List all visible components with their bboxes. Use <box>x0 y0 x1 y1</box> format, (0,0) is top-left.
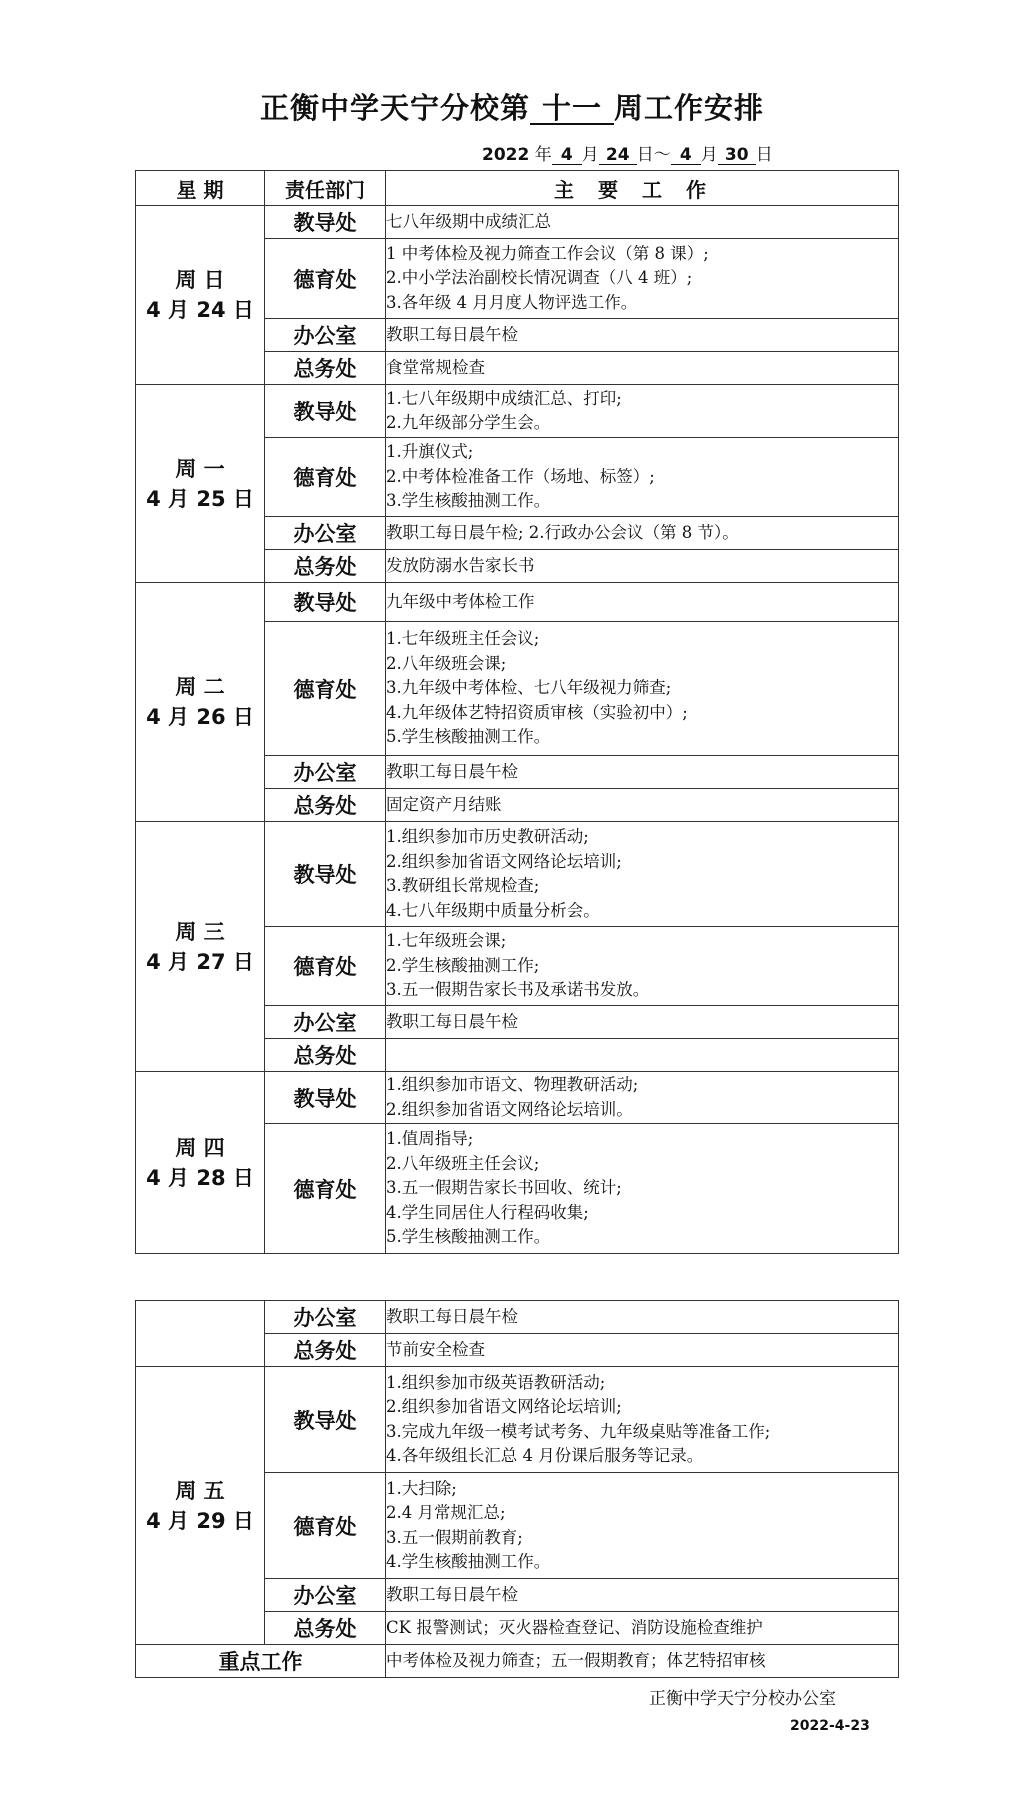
work-cell <box>386 1612 899 1645</box>
work-item: 3.学生核酸抽测工作。 <box>386 491 551 511</box>
work-item: 教职工每日晨午检 <box>386 324 518 344</box>
date-year-label: 年 <box>534 145 552 165</box>
key-work-label: 重点工作 <box>136 1645 386 1678</box>
work-cell <box>386 583 899 622</box>
work-cell <box>386 822 899 927</box>
weekday-label: 周 四 <box>175 1135 225 1160</box>
work-item: 2.八年级班会课; <box>386 653 507 673</box>
weekday-date: 4 月 29 日 <box>146 1508 254 1533</box>
header-department: 责任部门 <box>265 171 386 206</box>
table-header-row <box>136 171 899 206</box>
work-item: 2.组织参加省语文网络论坛培训; <box>386 1397 622 1416</box>
work-item: 固定资产月结账 <box>386 794 502 814</box>
weekday-date: 4 月 24 日 <box>146 298 254 322</box>
schedule-table-main <box>135 170 899 1254</box>
department-cell: 德育处 <box>265 1473 386 1579</box>
work-item: 2.组织参加省语文网络论坛培训; <box>386 851 622 871</box>
department-cell: 德育处 <box>265 1124 386 1254</box>
work-item: 2.九年级部分学生会。 <box>386 413 551 432</box>
date-end-day: 30 <box>718 146 756 165</box>
work-cell <box>386 1473 899 1579</box>
weekday-cell <box>136 1367 265 1645</box>
table-row <box>136 822 899 927</box>
work-item: 4.学生核酸抽测工作。 <box>386 1552 551 1571</box>
date-day-label-2: 日 <box>755 145 773 165</box>
work-item: 3.完成九年级一模考试考务、九年级桌贴等准备工作; <box>386 1421 771 1441</box>
work-item: 2.4 月常规汇总; <box>386 1503 506 1522</box>
work-item: 教职工每日晨午检; 2.行政办公会议（第 8 节）。 <box>386 522 739 542</box>
work-cell <box>386 1072 899 1124</box>
department-cell: 教导处 <box>265 822 386 927</box>
work-cell <box>386 1334 899 1367</box>
department-cell: 总务处 <box>265 352 386 385</box>
department-cell: 总务处 <box>265 550 386 583</box>
work-cell <box>386 1579 899 1612</box>
header-weekday: 星 期 <box>136 171 265 206</box>
work-item: 1 中考体检及视力筛查工作会议（第 8 课）; <box>386 243 709 263</box>
work-item: 1.七八年级期中成绩汇总、打印; <box>386 388 622 408</box>
weekday-cell <box>136 206 265 385</box>
department-cell: 德育处 <box>265 622 386 756</box>
work-item: 3.各年级 4 月月度人物评选工作。 <box>386 292 638 312</box>
department-cell: 办公室 <box>265 756 386 789</box>
work-item: 2.中考体检准备工作（场地、标签）; <box>386 466 655 486</box>
date-range <box>482 140 773 165</box>
date-end-month: 4 <box>671 146 701 165</box>
work-item: 5.学生核酸抽测工作。 <box>386 1227 551 1247</box>
date-year: 2022 <box>482 145 530 165</box>
key-work-row <box>136 1645 899 1678</box>
work-cell <box>386 550 899 583</box>
title-prefix: 正衡中学天宁分校第 <box>259 91 530 125</box>
table-row <box>136 1301 899 1334</box>
weekday-cell <box>136 385 265 583</box>
work-cell <box>386 319 899 352</box>
work-cell <box>386 438 899 517</box>
work-item: 2.八年级班主任会议; <box>386 1153 540 1173</box>
weekday-label: 周 二 <box>175 675 225 699</box>
header-main-work: 主要工作 <box>386 171 899 206</box>
table-row <box>136 1367 899 1473</box>
work-item: 4.学生同居住人行程码收集; <box>386 1202 589 1222</box>
department-cell: 办公室 <box>265 1006 386 1039</box>
work-item: 教职工每日晨午检 <box>386 1306 518 1326</box>
date-start-month: 4 <box>552 146 582 165</box>
work-item: 九年级中考体检工作 <box>386 591 535 611</box>
work-item: 1.组织参加市语文、物理教研活动; <box>386 1075 639 1094</box>
table-row <box>136 1072 899 1124</box>
department-cell: 总务处 <box>265 789 386 822</box>
work-cell <box>386 1124 899 1254</box>
work-item: 教职工每日晨午检 <box>386 761 518 781</box>
work-item: 2.组织参加省语文网络论坛培训。 <box>386 1099 633 1119</box>
department-cell: 办公室 <box>265 1301 386 1334</box>
department-cell: 办公室 <box>265 517 386 550</box>
work-item: 1.七年级班会课; <box>386 931 507 951</box>
weekday-label: 周 日 <box>175 268 225 292</box>
work-item: 食堂常规检查 <box>386 357 485 377</box>
weekday-cell <box>136 583 265 822</box>
department-cell: 总务处 <box>265 1039 386 1072</box>
table-row <box>136 583 899 622</box>
department-cell: 教导处 <box>265 385 386 438</box>
work-cell <box>386 1367 899 1473</box>
work-item: 4.七八年级期中质量分析会。 <box>386 900 600 920</box>
work-item: 2.学生核酸抽测工作; <box>386 955 540 975</box>
work-item: 七八年级期中成绩汇总 <box>386 211 551 231</box>
work-cell <box>386 239 899 319</box>
work-item: 教职工每日晨午检 <box>386 1584 518 1604</box>
title-week-number: 十一 <box>530 93 614 125</box>
footer-organization: 正衡中学天宁分校办公室 <box>649 1689 836 1709</box>
work-item: 1.升旗仪式; <box>386 442 474 462</box>
department-cell: 总务处 <box>265 1612 386 1645</box>
table-row <box>136 385 899 438</box>
work-item: CK 报警测试；灭火器检查登记、消防设施检查维护 <box>386 1617 763 1637</box>
weekday-label: 周 一 <box>175 456 225 481</box>
weekday-cell <box>136 1301 265 1367</box>
title-suffix: 周工作安排 <box>614 91 765 125</box>
weekday-label: 周 五 <box>175 1478 225 1503</box>
date-start-day: 24 <box>599 146 637 165</box>
department-cell: 办公室 <box>265 1579 386 1612</box>
work-item: 2.中小学法治副校长情况调查（八 4 班）; <box>386 268 693 288</box>
footer-date: 2022-4-23 <box>790 1718 870 1734</box>
key-work-text: 中考体检及视力筛查；五一假期教育；体艺特招审核 <box>386 1645 899 1678</box>
department-cell: 教导处 <box>265 1072 386 1124</box>
work-cell <box>386 927 899 1006</box>
work-cell <box>386 756 899 789</box>
work-item: 3.教研组长常规检查; <box>386 876 540 895</box>
work-cell <box>386 352 899 385</box>
work-cell <box>386 622 899 756</box>
work-item: 1.组织参加市历史教研活动; <box>386 827 589 846</box>
work-cell <box>386 1039 899 1072</box>
work-cell <box>386 789 899 822</box>
department-cell: 教导处 <box>265 1367 386 1473</box>
date-month-label-2: 月 <box>700 145 718 165</box>
department-cell: 教导处 <box>265 206 386 239</box>
date-day-label: 日～ <box>636 145 671 165</box>
department-cell: 德育处 <box>265 239 386 319</box>
work-item: 4.九年级体艺特招资质审核（实验初中）; <box>386 702 688 722</box>
weekday-cell <box>136 1072 265 1254</box>
page-title <box>0 86 1024 127</box>
work-item: 3.九年级中考体检、七八年级视力筛查; <box>386 678 672 698</box>
work-cell <box>386 517 899 550</box>
weekday-date: 4 月 26 日 <box>146 705 254 729</box>
department-cell: 德育处 <box>265 927 386 1006</box>
work-cell <box>386 385 899 438</box>
work-item: 发放防溺水告家长书 <box>386 555 535 575</box>
work-item: 1.值周指导; <box>386 1129 474 1149</box>
work-item: 节前安全检查 <box>386 1339 485 1359</box>
work-item: 3.五一假期告家长书及承诺书发放。 <box>386 980 650 1000</box>
table-row <box>136 206 899 239</box>
department-cell: 教导处 <box>265 583 386 622</box>
date-month-label: 月 <box>581 145 599 165</box>
weekday-cell <box>136 822 265 1072</box>
department-cell: 办公室 <box>265 319 386 352</box>
work-item: 1.大扫除; <box>386 1478 457 1498</box>
work-cell <box>386 1006 899 1039</box>
department-cell: 德育处 <box>265 438 386 517</box>
work-item: 5.学生核酸抽测工作。 <box>386 727 551 747</box>
weekday-date: 4 月 27 日 <box>146 949 254 974</box>
schedule-table-continued <box>135 1300 899 1678</box>
work-cell <box>386 206 899 239</box>
schedule-table-body <box>136 171 899 1254</box>
work-item: 1.七年级班主任会议; <box>386 629 540 649</box>
work-cell <box>386 1301 899 1334</box>
work-item: 教职工每日晨午检 <box>386 1011 518 1031</box>
schedule-table-continued-body <box>136 1301 899 1678</box>
weekday-date: 4 月 25 日 <box>146 486 254 511</box>
weekday-date: 4 月 28 日 <box>146 1165 254 1190</box>
work-item: 3.五一假期告家长书回收、统计; <box>386 1178 622 1198</box>
work-item: 1.组织参加市级英语教研活动; <box>386 1372 606 1392</box>
weekday-label: 周 三 <box>175 919 225 944</box>
department-cell: 总务处 <box>265 1334 386 1367</box>
work-item: 3.五一假期前教育; <box>386 1527 523 1547</box>
work-item: 4.各年级组长汇总 4 月份课后服务等记录。 <box>386 1446 704 1465</box>
